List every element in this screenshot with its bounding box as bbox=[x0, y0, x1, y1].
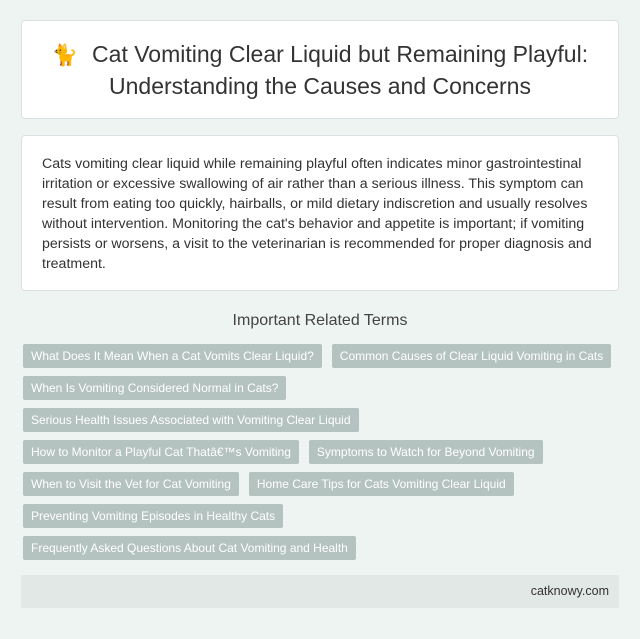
related-term-tag[interactable]: Preventing Vomiting Episodes in Healthy Cats bbox=[23, 504, 283, 528]
tag-row bbox=[23, 504, 623, 528]
footer-site-name[interactable]: catknowy.com bbox=[530, 584, 609, 598]
page-title bbox=[42, 39, 598, 101]
header-card bbox=[21, 20, 619, 119]
tag-row bbox=[23, 344, 623, 368]
related-term-tag[interactable]: Common Causes of Clear Liquid Vomiting in Cats bbox=[332, 344, 611, 368]
related-term-tag[interactable]: Frequently Asked Questions About Cat Vomiting and Health bbox=[23, 536, 356, 560]
tag-row bbox=[23, 440, 623, 464]
related-term-tag[interactable]: What Does It Mean When a Cat Vomits Clear Liquid? bbox=[23, 344, 322, 368]
related-term-tag[interactable]: When Is Vomiting Considered Normal in Cats? bbox=[23, 376, 286, 400]
tag-row bbox=[23, 408, 623, 432]
footer bbox=[21, 575, 619, 608]
tag-row bbox=[23, 376, 623, 400]
related-terms-heading: Important Related Terms bbox=[232, 312, 408, 329]
related-term-tag[interactable]: When to Visit the Vet for Cat Vomiting bbox=[23, 472, 239, 496]
related-term-tag[interactable]: How to Monitor a Playful Cat Thatâ€™s Vomiting bbox=[23, 440, 299, 464]
cat-icon: 🐈 bbox=[51, 43, 79, 67]
related-term-tag[interactable]: Home Care Tips for Cats Vomiting Clear Liquid bbox=[249, 472, 514, 496]
related-term-tag[interactable]: Symptoms to Watch for Beyond Vomiting bbox=[309, 440, 543, 464]
summary-card bbox=[21, 135, 619, 291]
tag-row bbox=[23, 472, 623, 496]
summary-text: Cats vomiting clear liquid while remaining playful often indicates minor gastrointestinal irritation or excessive swallowing of air rather than a serious illness. This symptom can result from eating too quickly, hairballs, or mild dietary indiscretion and usually resolves without intervention. Monitoring the cat's behavior and appetite is important; if vomiting persists or worsens, a visit to the veterinarian is recommended for proper diagnosis and treatment. bbox=[42, 156, 592, 272]
related-term-tag[interactable]: Serious Health Issues Associated with Vomiting Clear Liquid bbox=[23, 408, 359, 432]
page-title-text: Cat Vomiting Clear Liquid but Remaining Playful: Understanding the Causes and Concerns bbox=[92, 40, 589, 99]
tag-row bbox=[23, 536, 623, 560]
related-terms-list bbox=[23, 344, 623, 568]
